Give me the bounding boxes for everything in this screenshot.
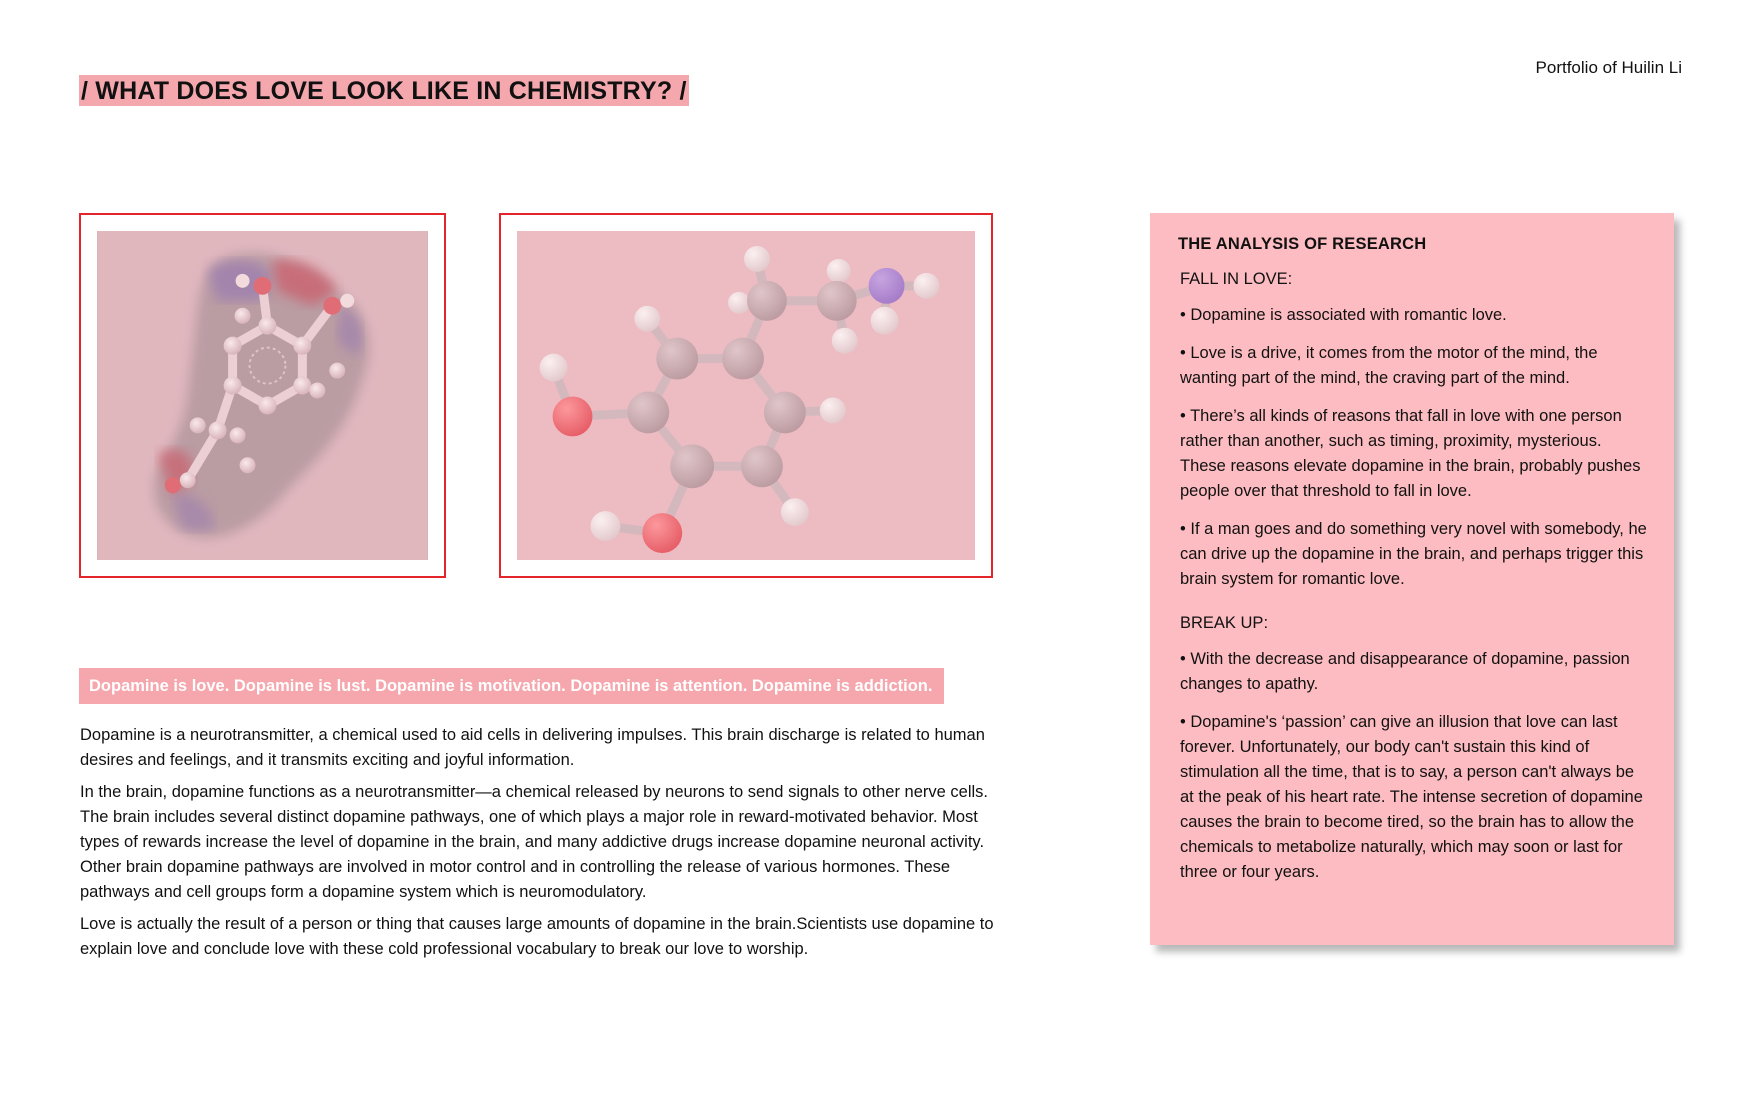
portfolio-label: Portfolio of Huilin Li [1535, 58, 1682, 77]
fall-in-love-heading: FALL IN LOVE: [1180, 270, 1293, 288]
break-item-1: • With the decrease and disappearance of dopamine, passion changes to apathy. [1180, 650, 1630, 693]
panel-title: THE ANALYSIS OF RESEARCH [1178, 235, 1427, 253]
break-up-heading: BREAK UP: [1180, 614, 1269, 632]
molecule-ballstick-frame [499, 213, 993, 578]
molecule-surface-frame [79, 213, 446, 578]
molecule-ballstick-svg [517, 231, 975, 560]
page-title: / WHAT DOES LOVE LOOK LIKE IN CHEMISTRY? / [81, 77, 687, 105]
molecule-surface-svg [97, 231, 428, 560]
research-analysis-panel [1150, 213, 1674, 945]
dopamine-banner: Dopamine is love. Dopamine is lust. Dopamine is motivation. Dopamine is attention. Dopamine is addiction. [79, 668, 944, 704]
molecule-ballstick-image [517, 231, 975, 560]
break-item-2: • Dopamine's ‘passion’ can give an illusion that love can last forever. Unfortunately, our body can't sustain this kind of stimulation all the time, that is to say, a person can't always be at the peak of his heart rate. The intense secretion of dopamine causes the brain to become tired, so the brain has to allow the chemicals to metabolize naturally, which may soon or last for three or four years. [1180, 713, 1643, 881]
fall-item-4: • If a man goes and do something very novel with somebody, he can drive up the dopamine in the brain, and perhaps trigger this brain system for romantic love. [1180, 520, 1647, 588]
body-text [80, 723, 1000, 969]
body-paragraph-3: Love is actually the result of a person or thing that causes large amounts of dopamine in the brain.Scientists use dopamine to explain love and conclude love with these cold professional vocabulary to break our love to worship. [80, 915, 994, 958]
body-paragraph-2: In the brain, dopamine functions as a neurotransmitter—a chemical released by neurons to send signals to other nerve cells. The brain includes several distinct dopamine pathways, one of which plays a major role in reward-motivated behavior. Most types of rewards increase the level of dopamine in the brain, and many addictive drugs increase dopamine neuronal activity. Other brain dopamine pathways are involved in motor control and in controlling the release of various hormones. These pathways and cell groups form a dopamine system which is neuromodulatory. [80, 783, 988, 901]
fall-item-2: • Love is a drive, it comes from the motor of the mind, the wanting part of the mind, the craving part of the mind. [1180, 344, 1598, 387]
body-paragraph-1: Dopamine is a neurotransmitter, a chemical used to aid cells in delivering impulses. This brain discharge is related to human desires and feelings, and it transmits exciting and joyful information. [80, 726, 985, 769]
molecule-surface-image [97, 231, 428, 560]
fall-item-1: • Dopamine is associated with romantic love. [1180, 306, 1507, 324]
fall-item-3: • There’s all kinds of reasons that fall in love with one person rather than another, such as timing, proximity, mysterious. These reasons elevate dopamine in the brain, probably pushes people over that threshold to fall in love. [1180, 407, 1641, 500]
